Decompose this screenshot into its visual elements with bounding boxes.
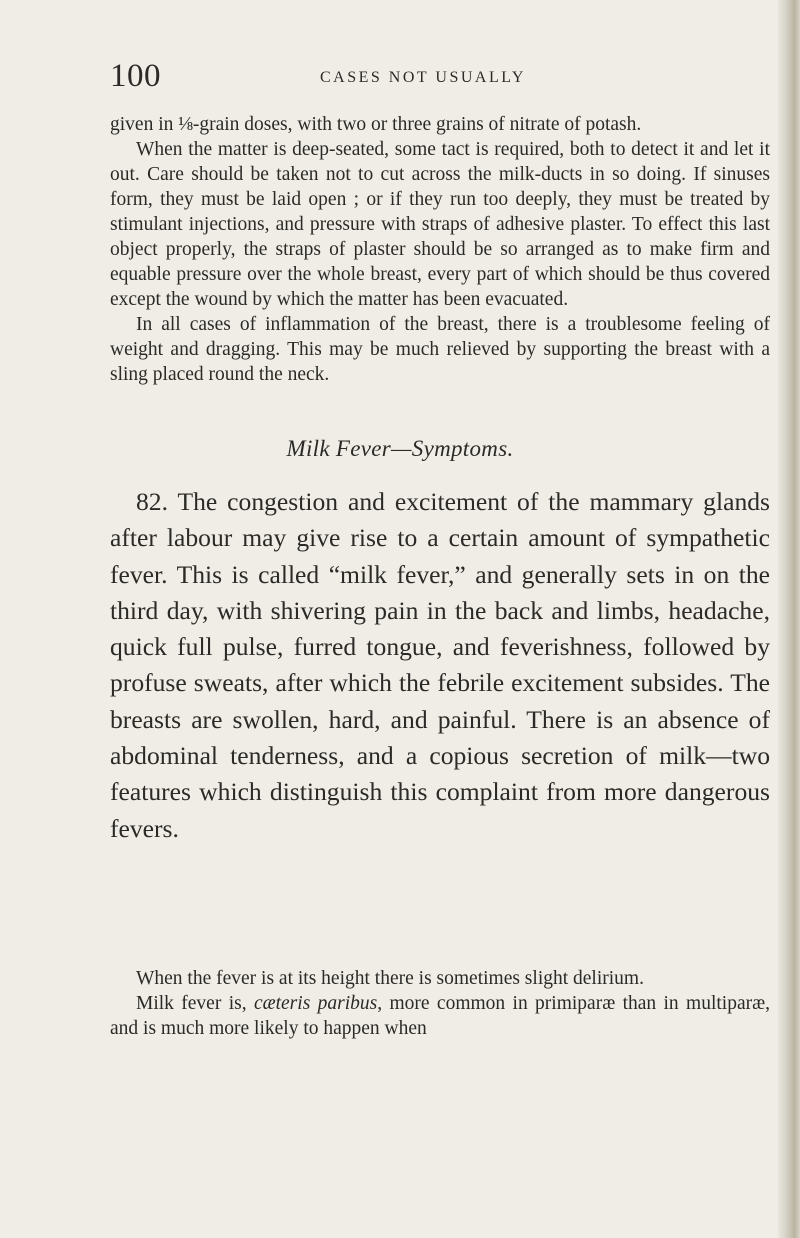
paragraph-82: 82. The congestion and excitement of the mammary glands after labour may give rise to a certain amount of sympathetic fever. This is called “milk fever,” and generally sets in on the third day, with shivering pain in the back and limbs, headache, quick full pulse, furred tongue, and feverishness, followed by profuse sweats, after which the febrile excitement subsides. The breasts are swollen, hard, and painful. There is an absence of abdominal tenderness, and a copious secretion of milk—two features which distinguish this complaint from more dangerous fevers. bbox=[110, 487, 770, 843]
page-edge-shadow bbox=[778, 0, 800, 1238]
text-segment: , more common in primiparæ than in multiparæ, and is much more likely to happen when bbox=[110, 993, 770, 1039]
running-head: CASES NOT USUALLY bbox=[320, 69, 526, 86]
page-number: 100 bbox=[110, 58, 161, 94]
milk-fever-text-block bbox=[110, 484, 770, 847]
top-text-block bbox=[110, 112, 770, 387]
paragraph-potash: given in ⅛-grain doses, with two or three grains of nitrate of potash. bbox=[110, 114, 642, 135]
italic-phrase: cæteris paribus bbox=[253, 993, 378, 1014]
section-heading: Milk Fever—Symptoms. bbox=[286, 436, 514, 461]
text-segment: Milk fever is, bbox=[136, 993, 254, 1014]
page-header bbox=[110, 58, 770, 98]
paragraph-primiparae bbox=[110, 991, 770, 1041]
paragraph-delirium: When the fever is at its height there is sometimes slight delirium. bbox=[136, 968, 644, 989]
paragraph-deep-seated: When the matter is deep-seated, some tact is required, both to detect it and let it out. Care should be taken not to cut across the milk-ducts in so doing. If sinuses form, they must be laid open ; or if they run too deeply, they must be treated by stimulant injections, and pressure with straps of adhesive plaster. To effect this last object properly, the straps of plaster should be so arranged as to make firm and equable pressure over the whole breast, every part of which should be thus covered except the wound by which the matter has been evacuated. bbox=[110, 139, 770, 310]
paragraph-inflammation: In all cases of inflammation of the breast, there is a troublesome feeling of weight and dragging. This may be much relieved by supporting the breast with a sling placed round the neck. bbox=[110, 314, 770, 385]
bottom-text-block bbox=[110, 966, 770, 1041]
